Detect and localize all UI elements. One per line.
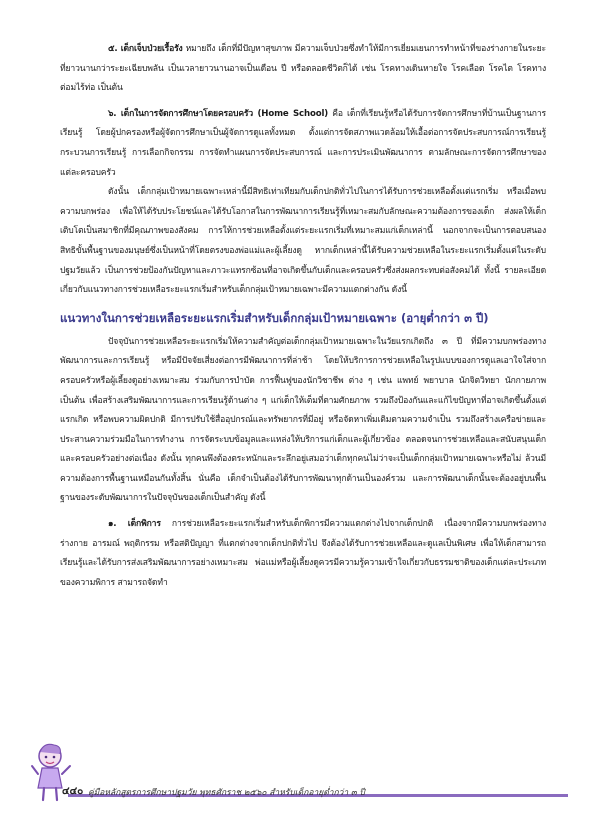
paragraph-disabled-children (60, 515, 546, 593)
paragraph-home-school (60, 105, 546, 183)
paragraph-chronic-illness (60, 40, 546, 99)
text-chronic-illness: หมายถึง เด็กที่มีปัญหาสุขภาพ มีความเจ็บป่วยซึ่งทำให้มีการเยี่ยมเยนการทำหน้าที่ของร่างกายในระยะที่ยาวนานกว่าระยะเฉียบพลัน เป็นเวลายาวนานอาจเป็นเดือน ปี หรือตลอดชีวิตก็ได้ เช่น โรคทางเดินหายใจ โรคเลือด โรคไต โรคทางต่อมไร้ท่อ เป็นต้น (60, 44, 546, 94)
document-body (60, 40, 546, 593)
child-mascot-icon (30, 740, 74, 810)
page-number: ๔๔๐ (62, 786, 84, 797)
term-disabled-children: ๑. เด็กพิการ (108, 519, 161, 530)
section-heading: แนวทางในการช่วยเหลือระยะแรกเริ่มสำหรับเด็กกลุ่มเป้าหมายเฉพาะ (อายุต่ำกว่า ๓ ปี) (60, 310, 489, 325)
page-footer (30, 740, 570, 810)
text-disabled-children: การช่วยเหลือระยะแรกเริ่มสำหรับเด็กพิการมีความแตกต่างไปจากเด็กปกติ เนื่องจากมีความบกพร่องทางร่างกาย อารมณ์ พฤติกรรม หรือสติปัญญา ที่แตกต่างจากเด็กปกติทั่วไป จึงต้องได้รับการช่วยเหลือและดูแลเป็นพิเศษ เพื่อให้เด็กสามารถเรียนรู้และได้รับการส่งเสริมพัฒนาการอย่างเหมาะสม พ่อแม่หรือผู้เลี้ยงดูควรมีความรู้ความเข้าใจเกี่ยวกับธรรมชาติของเด็กแต่ละประเภทของความพิการ สามารถจัดทำ (60, 519, 546, 588)
text-home-school: คือ เด็กที่เรียนรู้หรือได้รับการจัดการศึกษาที่บ้านเป็นฐานการเรียนรู้ โดยผู้ปกครองหรือผู้จัดการศึกษาเป็นผู้จัดการดูแลทั้งหมด ตั้งแต่การจัดสภาพแวดล้อมให้เอื้อต่อการจัดประสบการณ์การเรียนรู้ กระบวนการเรียนรู้ การเลือกกิจกรรม การจัดทำแผนการจัดประสบการณ์ และการประเมินพัฒนาการ ตามลักษณะการจัดการศึกษาของแต่ละครอบครัว (60, 108, 546, 178)
footer-title: คู่มือหลักสูตรการศึกษาปฐมวัย พุทธศักราช ๒๕๖๐ สำหรับเด็กอายุต่ำกว่า ๓ ปี (88, 788, 365, 798)
term-chronic-illness: ๕. เด็กเจ็บป่วยเรื้อรัง (108, 44, 183, 54)
term-home-school: ๖. เด็กในการจัดการศึกษาโดยครอบครัว (Home School) (108, 108, 329, 119)
paragraph-rights-summary: ดังนั้น เด็กกลุ่มเป้าหมายเฉพาะเหล่านี้มีสิทธิเท่าเทียมกับเด็กปกติทั่วไปในการได้รับการช่วยเหลือตั้งแต่แรกเริ่ม หรือเมื่อพบความบกพร่อง เพื่อให้ได้รับประโยชน์และได้รับโอกาสในการพัฒนาการเรียนรู้ที่เหมาะสมกับลักษณะความต้องการของเด็ก ส่งผลให้เด็กเติบโตเป็นสมาชิกที่มีคุณภาพของสังคม การให้การช่วยเหลือตั้งแต่ระยะแรกเริ่มที่เหมาะสมแก่เด็กเหล่านี้ นอกจากจะเป็นการตอบสนองสิทธิขั้นพื้นฐานของมนุษย์ซึ่งเป็นหน้าที่โดยตรงของพ่อแม่และผู้เลี้ยงดู หากเด็กเหล่านี้ได้รับความช่วยเหลือในระยะแรกเริ่มตั้งแต่ในระดับปฐมวัยแล้ว เป็นการช่วยป้องกันปัญหาและภาวะแทรกซ้อนที่อาจเกิดขึ้นกับเด็กและครอบครัวซึ่งส่งผลกระทบต่อสังคมได้ ทั้งนี้ รายละเอียดเกี่ยวกับแนวทางการช่วยเหลือระยะแรกเริ่มสำหรับเด็กกลุ่มเป้าหมายเฉพาะมีความแตกต่างกัน ดังนี้ (60, 187, 546, 296)
paragraph-early-intervention: ปัจจุบันการช่วยเหลือระยะแรกเริ่มให้ความสำคัญต่อเด็กกลุ่มเป้าหมายเฉพาะในวัยแรกเกิดถึง ๓ ปี ที่มีความบกพร่องทางพัฒนาการและการเรียนรู้ หรือมีปัจจัยเสี่ยงต่อการมีพัฒนาการที่ล่าช้า โดยให้บริการการช่วยเหลือในรูปแบบของการดูแลเอาใจใส่จากครอบครัวหรือผู้เลี้ยงดูอย่างเหมาะสม ร่วมกับการบำบัด การฟื้นฟูของนักวิชาชีพ ต่าง ๆ เช่น แพทย์ พยาบาล นักจิตวิทยา นักกายภาพ เป็นต้น เพื่อสร้างเสริมพัฒนาการและการเรียนรู้ด้านต่าง ๆ แก่เด็กให้เต็มที่ตามศักยภาพ รวมถึงป้องกันและแก้ไขปัญหาที่อาจเกิดขึ้นตั้งแต่แรกเกิด หรือพบความผิดปกติ มีการปรับใช้สื่ออุปกรณ์และทรัพยากรที่มีอยู่ หรือจัดหาเพิ่มเติมตามความจำเป็น รวมถึงสร้างเครือข่ายและประสานความร่วมมือในการทำงาน การจัดระบบข้อมูลและแหล่งให้บริการแก่เด็กและผู้เกี่ยวข้อง ตลอดจนการช่วยเหลือและสนับสนุนเด็กและครอบครัวอย่างต่อเนื่อง ดังนั้น ทุกคนพึงต้องตระหนักและระลึกอยู่เสมอว่าเด็กทุกคนไม่ว่าจะเป็นเด็กกลุ่มเป้าหมายเฉพาะหรือไม่ ล้วนมีความต้องการพื้นฐานเหมือนกันทั้งสิ้น นั่นคือ เด็กจำเป็นต้องได้รับการพัฒนาทุกด้านเป็นองค์รวม และการพัฒนาเด็กนั้นจะต้องอยู่บนพื้นฐานของระดับพัฒนาการในปัจจุบันของเด็กเป็นสำคัญ ดังนี้ (60, 336, 546, 504)
